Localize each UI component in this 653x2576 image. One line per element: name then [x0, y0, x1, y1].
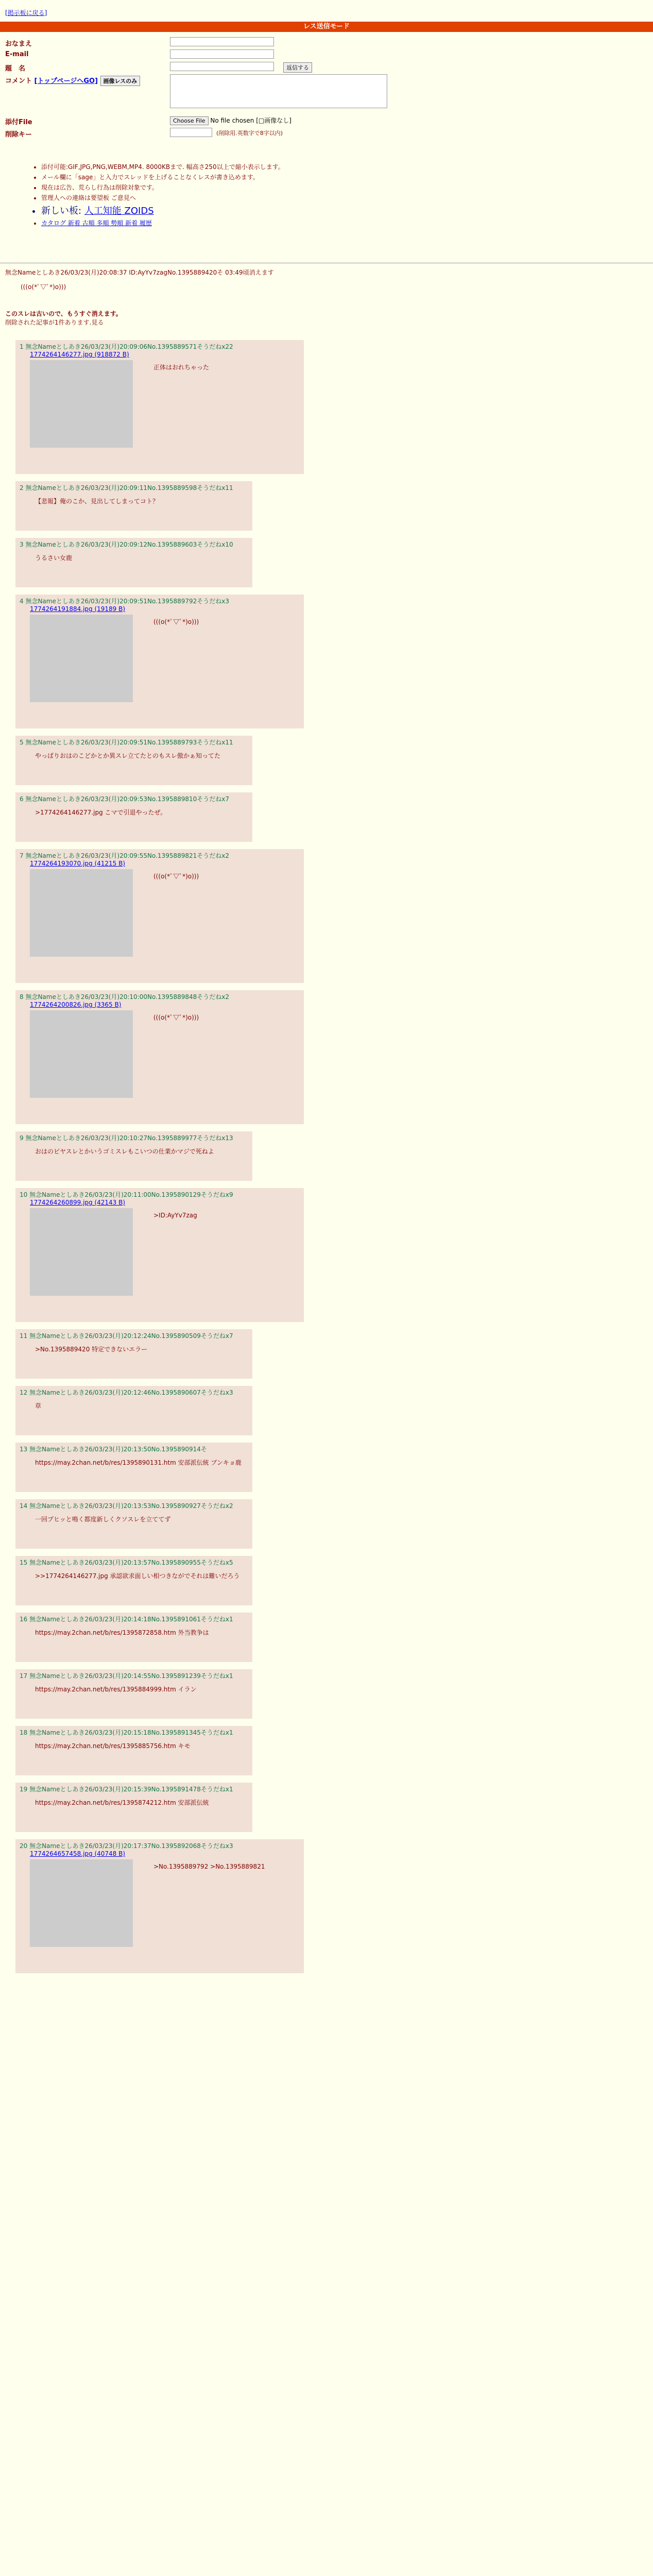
reply-header: 10 無念Nameとしあき26/03/23(月)20:11:00No.1395890129そうだねx9 [20, 1191, 233, 1198]
reply-header: 8 無念Nameとしあき26/03/23(月)20:10:00No.1395889848そうだねx2 [20, 993, 230, 1001]
reply-header: 11 無念Nameとしあき26/03/23(月)20:12:24No.1395890509そうだねx7 [20, 1332, 233, 1340]
rules-list [21, 161, 412, 229]
catalog-links[interactable]: • カタログ 新着 古順 多順 勢順 新着 履歴 [41, 218, 412, 227]
reply-post [15, 990, 304, 1124]
email-label: E-mail [5, 50, 29, 58]
reply-post [15, 1499, 252, 1549]
preview-button[interactable]: 画像レスのみ [100, 76, 141, 86]
comment-label: コメント [トップページへGO] 画像レスのみ [5, 75, 140, 86]
file-link[interactable]: 1774264193070.jpg (41215 B) [30, 860, 126, 867]
reply-body: 一回プヒッと鳴く都度新しくクソスレを立ててず [35, 1516, 171, 1523]
reply-post [15, 1669, 252, 1719]
reply-header: 13 無念Nameとしあき26/03/23(月)20:13:50No.1395890914そ [20, 1446, 207, 1453]
reply-body: >ID:AyYv7zag [153, 1212, 197, 1219]
reply-header: 12 無念Nameとしあき26/03/23(月)20:12:46No.1395890607そうだねx3 [20, 1389, 233, 1396]
reply-body: >No.1395889420 特定できないエラー [35, 1346, 148, 1353]
reply-post [15, 1613, 252, 1662]
file-link[interactable]: 1774264146277.jpg (918872 B) [30, 351, 129, 358]
reply-header: 5 無念Nameとしあき26/03/23(月)20:09:51No.1395889793そうだねx11 [20, 739, 233, 746]
reply-post [15, 1839, 304, 1973]
name-label: おなまえ [5, 40, 32, 48]
reply-header: 3 無念Nameとしあき26/03/23(月)20:09:12No.1395889603そうだねx10 [20, 541, 233, 548]
reply-body: おはのピヤスレとかいうゴミスレもこいつの仕業かマジで死ねよ [35, 1148, 214, 1155]
reply-body: うるさい女鹿 [35, 554, 73, 562]
reply-post [15, 1556, 252, 1605]
file-status: No file chosen [210, 117, 254, 124]
reply-post [15, 792, 252, 842]
reply-post [15, 481, 252, 531]
reply-post [15, 1188, 304, 1322]
thumbnail-image[interactable] [30, 1859, 133, 1947]
file-button[interactable]: Choose File [170, 116, 209, 125]
new-board-link[interactable]: 人工知能 ZOIDS [84, 206, 154, 216]
reply-header: 18 無念Nameとしあき26/03/23(月)20:15:18No.1395891345そうだねx1 [20, 1729, 233, 1736]
reply-body: https://may.2chan.net/b/res/1395884999.htm イラン [35, 1686, 197, 1693]
reply-post [15, 1783, 252, 1832]
reply-body: >1774264146277.jpg こマで引退やったぜ。 [35, 809, 167, 816]
thumbnail-image[interactable] [30, 869, 133, 957]
thumbnail-image[interactable] [30, 615, 133, 702]
del-input[interactable] [170, 128, 212, 137]
reply-body: https://may.2chan.net/b/res/1395890131.htm 安部派伝統 ブンキョ鹿 [35, 1459, 242, 1466]
file-link[interactable]: 1774264191884.jpg (19189 B) [30, 605, 126, 613]
thread-notice: このスレは古いので、もうすぐ消えます。 削除された記事が1件あります.見る [5, 310, 122, 326]
reply-header: 16 無念Nameとしあき26/03/23(月)20:14:18No.1395891061そうだねx1 [20, 1616, 233, 1623]
reply-header: 14 無念Nameとしあき26/03/23(月)20:13:53No.1395890927そうだねx2 [20, 1502, 233, 1510]
reply-body: やっぱりおはのこどかとか異スレ立てたとのもスレ傲かぁ知ってた [35, 752, 221, 759]
rule-item: • 現在は広告、荒らし行為は削除対象です。 [41, 183, 412, 192]
file-note: [□画像なし] [256, 117, 291, 124]
del-label: 削除キー [5, 131, 32, 139]
reply-body: >No.1395889792 >No.1395889821 [153, 1863, 265, 1870]
rule-item: • 管理人への連絡は要望板 ご意見へ [41, 193, 412, 202]
reply-body: (((o(*ﾟ▽ﾟ*)o))) [153, 873, 199, 880]
reply-body: 草 [35, 1402, 42, 1410]
reply-header: 17 無念Nameとしあき26/03/23(月)20:14:55No.1395891239そうだねx1 [20, 1672, 233, 1680]
subject-label: 題 名 [5, 65, 26, 73]
reply-post [15, 736, 252, 785]
reply-post [15, 1329, 252, 1379]
reply-body: >>1774264146277.jpg 承認欲求面しい相つきながでそれは難いだろう [35, 1572, 240, 1580]
mode-bar: レス送信モード [0, 22, 653, 32]
reply-header: 19 無念Nameとしあき26/03/23(月)20:15:39No.1395891478そうだねx1 [20, 1786, 233, 1793]
reply-body: (((o(*ﾟ▽ﾟ*)o))) [153, 1014, 199, 1021]
rule-item: • 添付可能:GIF,JPG,PNG,WEBM,MP4. 8000KBまで. 幅高さ250以上で縮小表示します。 [41, 162, 412, 171]
reply-body: 正体はおれちゃった [153, 364, 210, 371]
reply-post [15, 849, 304, 983]
reply-body: https://may.2chan.net/b/res/1395885756.htm キモ [35, 1742, 191, 1750]
del-note: (削除用.英数字で8字以内) [216, 130, 283, 137]
reply-header: 9 無念Nameとしあき26/03/23(月)20:10:27No.1395889977そうだねx13 [20, 1134, 233, 1142]
reply-header: 20 無念Nameとしあき26/03/23(月)20:17:37No.1395892068そうだねx3 [20, 1842, 233, 1850]
subject-input[interactable] [170, 62, 274, 71]
reply-body: 【悲報】俺のこか、見出してしまってコト？ [35, 498, 159, 505]
file-link[interactable]: 1774264657458.jpg (40748 B) [30, 1850, 126, 1857]
file-label: 添付File [5, 118, 32, 126]
submit-button[interactable]: 返信する [283, 62, 312, 73]
reply-header: 1 無念Nameとしあき26/03/23(月)20:09:06No.1395889571そうだねx22 [20, 343, 233, 350]
thumbnail-image[interactable] [30, 360, 133, 448]
back-link[interactable]: [掲示板に戻る] [5, 9, 47, 16]
new-board: • 新しい板: 人工知能 ZOIDS [41, 204, 412, 217]
comment-textarea[interactable] [170, 74, 387, 108]
reply-form [5, 36, 397, 139]
email-input[interactable] [170, 49, 274, 59]
thumbnail-image[interactable] [30, 1010, 133, 1098]
reply-body: https://may.2chan.net/b/res/1395874212.htm 安部派伝統 [35, 1799, 209, 1806]
reply-post [15, 538, 252, 587]
reply-header: 4 無念Nameとしあき26/03/23(月)20:09:51No.1395889792そうだねx3 [20, 598, 230, 605]
file-link[interactable]: 1774264200826.jpg (3365 B) [30, 1001, 122, 1008]
reply-post [15, 1386, 252, 1435]
reply-body: https://may.2chan.net/b/res/1395872858.htm 外当教争は [35, 1629, 209, 1636]
reply-post [15, 1726, 252, 1775]
reply-header: 7 無念Nameとしあき26/03/23(月)20:09:55No.1395889821そうだねx2 [20, 852, 230, 859]
name-input[interactable] [170, 37, 274, 46]
file-link[interactable]: 1774264260899.jpg (42143 B) [30, 1199, 126, 1206]
rule-item: • メール欄に「sage」と入力でスレッドを上げることなくレスが書き込めます。 [41, 173, 412, 181]
reply-post [15, 1131, 252, 1181]
reply-header: 6 無念Nameとしあき26/03/23(月)20:09:53No.1395889810そうだねx7 [20, 795, 230, 803]
reply-post [15, 340, 304, 474]
reply-post [15, 1443, 252, 1492]
op-body: (((o(*ﾟ▽ﾟ*)o))) [21, 283, 66, 291]
reply-post [15, 595, 304, 728]
op-header: 無念Nameとしあき26/03/23(月)20:08:37 ID:AyYv7zagNo.1395889420そ 03:49頃消えます [5, 269, 274, 276]
thumbnail-image[interactable] [30, 1208, 133, 1296]
reply-header: 15 無念Nameとしあき26/03/23(月)20:13:57No.1395890955そうだねx5 [20, 1559, 233, 1566]
top-link[interactable]: [トップページへGO] [34, 77, 98, 85]
reply-body: (((o(*ﾟ▽ﾟ*)o))) [153, 618, 199, 625]
reply-header: 2 無念Nameとしあき26/03/23(月)20:09:11No.1395889598そうだねx11 [20, 484, 233, 492]
